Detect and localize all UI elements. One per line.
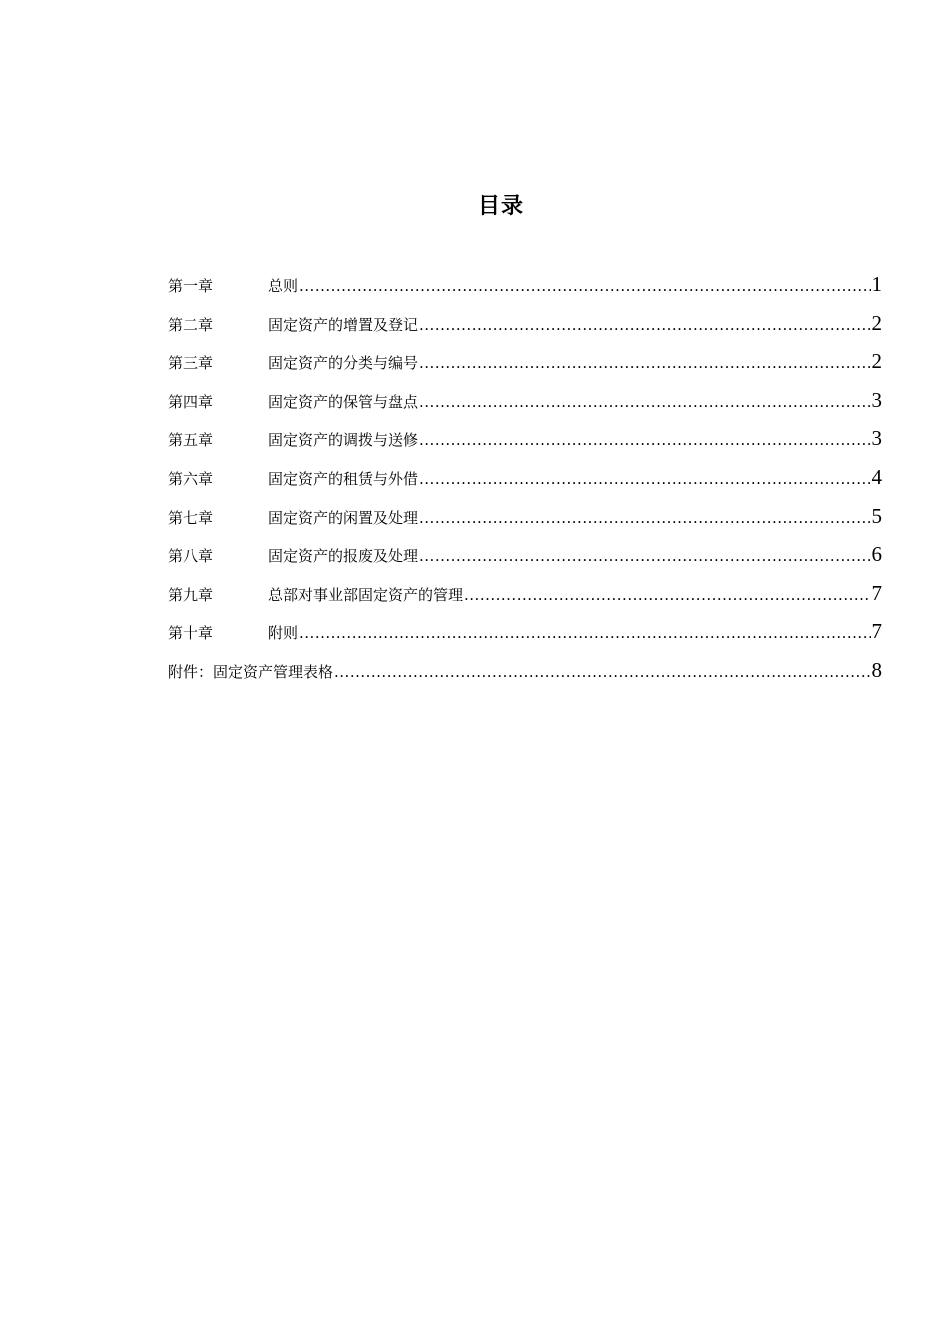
toc-dot-leader <box>419 388 870 416</box>
toc-dot-leader <box>334 658 870 686</box>
toc-entry-appendix[interactable] <box>168 656 882 695</box>
toc-entry-title: 固定资产的租赁与外借 <box>268 469 419 488</box>
toc-entry-title: 总部对事业部固定资产的管理 <box>268 585 464 604</box>
toc-entry-title: 附件：固定资产管理表格 <box>168 662 334 681</box>
toc-chapter-number: 第六章 <box>168 469 214 488</box>
toc-entry-chapter-7[interactable] <box>168 502 882 541</box>
toc-chapter-number: 第四章 <box>168 392 214 411</box>
toc-entry-chapter-10[interactable] <box>168 617 882 656</box>
toc-chapter-number: 第九章 <box>168 585 214 604</box>
toc-entry-chapter-9[interactable] <box>168 579 882 618</box>
toc-chapter-number: 第七章 <box>168 508 214 527</box>
toc-page-number: 2 <box>871 310 882 335</box>
toc-dot-leader <box>299 272 870 300</box>
toc-entry-chapter-8[interactable] <box>168 540 882 579</box>
toc-page-number: 4 <box>871 464 882 489</box>
toc-entry-title: 固定资产的分类与编号 <box>268 354 419 373</box>
toc-dot-leader <box>464 581 870 609</box>
toc-dot-leader <box>419 542 870 570</box>
toc-page-number: 3 <box>871 387 882 412</box>
toc-entry-title: 固定资产的增置及登记 <box>268 315 419 334</box>
toc-chapter-number: 第一章 <box>168 277 214 295</box>
toc-entry-title: 固定资产的闲置及处理 <box>268 508 419 527</box>
toc-page-number: 7 <box>871 580 882 605</box>
toc-chapter-number: 第八章 <box>168 547 214 566</box>
toc-entry-title: 总则 <box>268 277 299 295</box>
toc-chapter-number: 第五章 <box>168 431 214 450</box>
toc-page-number: 8 <box>871 657 882 682</box>
toc-dot-leader <box>299 619 870 647</box>
toc-dot-leader <box>419 349 870 377</box>
toc-page-number: 1 <box>871 272 882 296</box>
toc-chapter-number: 第十章 <box>168 624 214 643</box>
toc-dot-leader <box>419 426 870 454</box>
toc-dot-leader <box>419 311 870 339</box>
toc-page-number: 7 <box>871 619 882 644</box>
toc-chapter-number: 第二章 <box>168 315 214 334</box>
toc-entry-chapter-6[interactable] <box>168 463 882 502</box>
toc-entry-title: 固定资产的调拨与送修 <box>268 431 419 450</box>
toc-dot-leader <box>419 504 870 532</box>
toc-entry-title: 固定资产的保管与盘点 <box>268 392 419 411</box>
toc-entry-chapter-5[interactable] <box>168 424 882 463</box>
toc-page-number: 3 <box>871 426 882 451</box>
table-of-contents <box>168 270 882 695</box>
toc-page-number: 2 <box>871 349 882 374</box>
toc-entry-chapter-1[interactable] <box>168 270 882 309</box>
toc-page-number: 6 <box>871 542 882 567</box>
toc-title: 目录 <box>477 194 524 219</box>
toc-entry-chapter-4[interactable] <box>168 386 882 425</box>
toc-entry-chapter-2[interactable] <box>168 309 882 348</box>
toc-chapter-number: 第三章 <box>168 354 214 373</box>
toc-dot-leader <box>419 465 870 493</box>
toc-entry-title: 固定资产的报废及处理 <box>268 547 419 566</box>
toc-entry-title: 附则 <box>268 624 299 643</box>
toc-page-number: 5 <box>871 503 882 528</box>
toc-entry-chapter-3[interactable] <box>168 347 882 386</box>
